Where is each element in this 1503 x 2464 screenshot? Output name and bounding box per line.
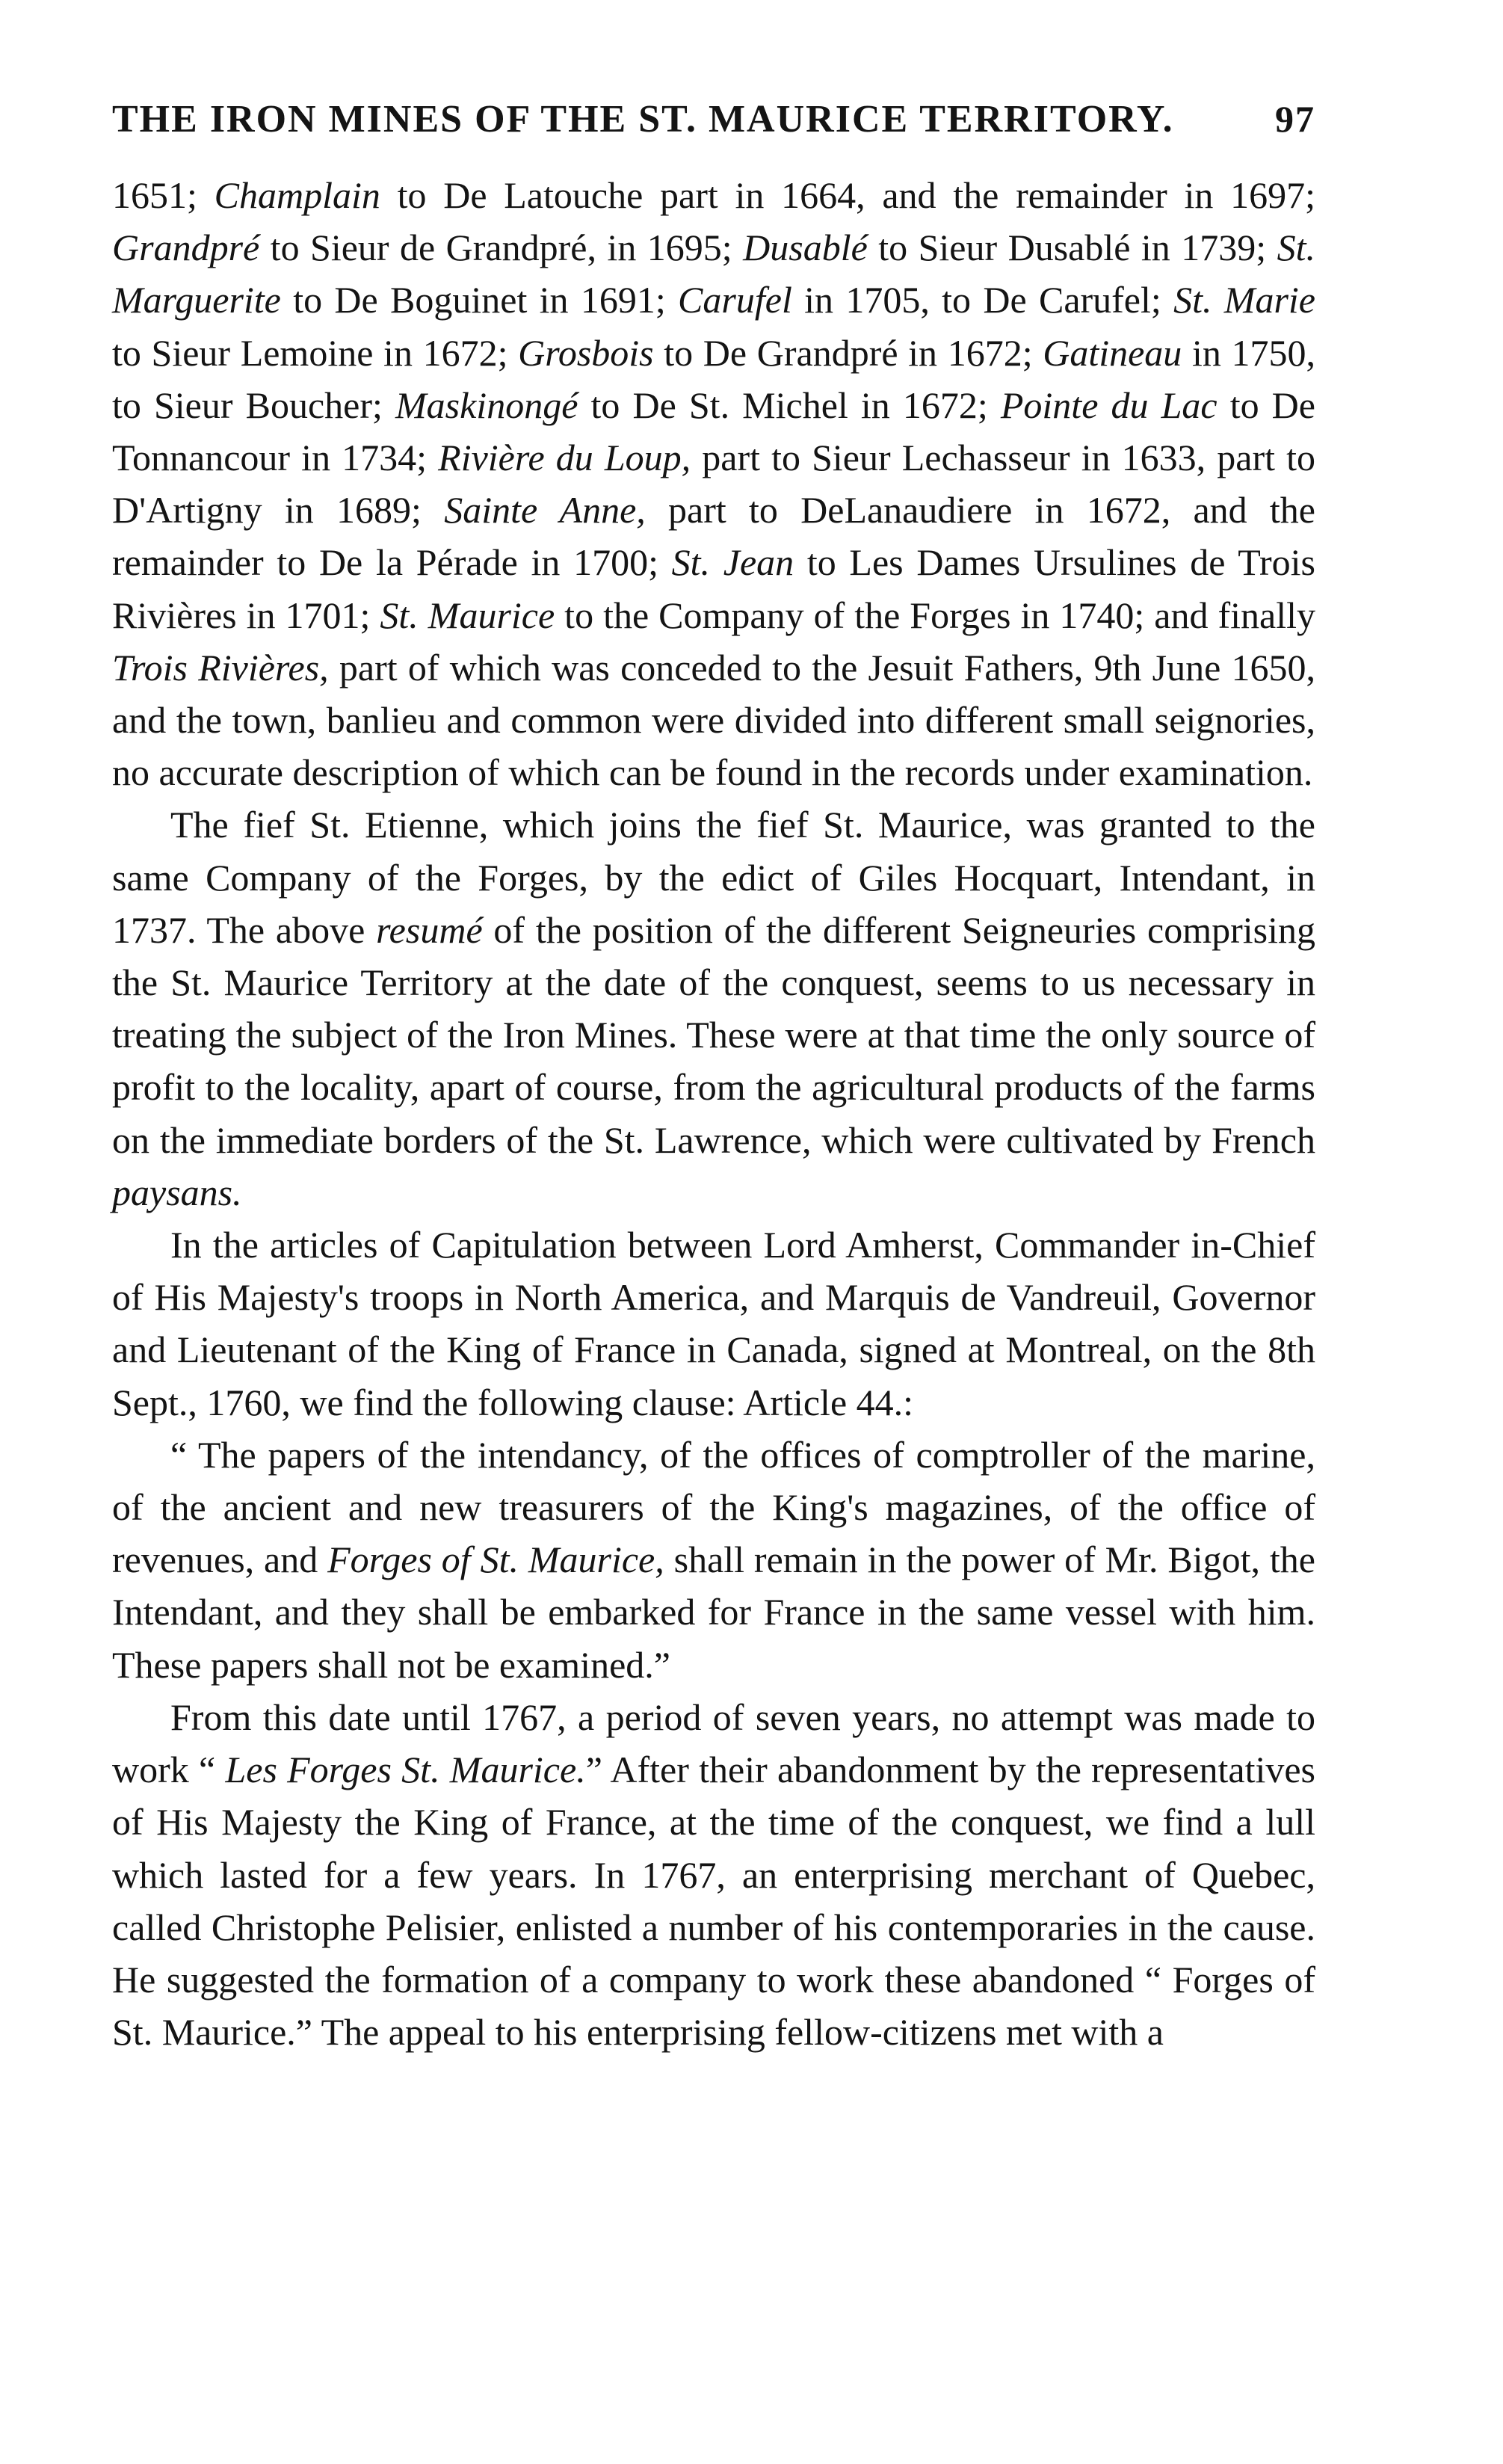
paragraph-2: [112, 798, 1315, 1219]
italic-run: Pointe du Lac: [1000, 384, 1217, 426]
italic-run: Dusablé: [743, 227, 868, 269]
italic-run: Gatineau: [1043, 331, 1182, 374]
text-run: in 1750, to Sieur Boucher;: [112, 331, 1315, 426]
italic-run: Rivière du Loup,: [438, 437, 691, 479]
paragraph-4: [112, 1691, 1315, 2058]
paragraph-1: [112, 169, 1315, 798]
italic-run: resumé: [376, 908, 483, 951]
text-run: to Sieur Dusablé in 1739;: [867, 227, 1277, 269]
text-run: part of which was conceded to the Jesuit Fathers, 9th June 1650, and the town, banlieu and common were divided into different small seignories, no accurate description of which can be found in the records under examination.: [112, 646, 1315, 794]
body-text: [112, 169, 1315, 2058]
text-run: In the articles of Capitulation between Lord Amherst, Commander in-Chief of His Majesty's troops in North America, and Marquis de Vandreuil, Governor and Lieutenant of the King of France in Canada, signed at Montreal, on the 8th Sept., 1760, we find the following clause: Article 44.:: [112, 1224, 1315, 1423]
text-run: From this date until 1767, a period of seven years, no attempt was made to work “: [112, 1695, 1315, 1791]
text-run: to Sieur Lemoine in 1672;: [112, 331, 519, 374]
italic-run: Grandpré: [112, 227, 260, 269]
text-run: in 1705, to De Carufel;: [791, 279, 1174, 321]
text-run: to Sieur de Grandpré, in 1695;: [259, 227, 744, 269]
italic-run: St. Jean: [671, 541, 794, 584]
italic-run: Les Forges St. Maurice.: [225, 1749, 586, 1791]
text-run: “ The papers of the intendancy, of the offices of comptroller of the marine, of the ancient and new treasurers of the King's magazines, of the office of revenues, and: [112, 1433, 1315, 1581]
italic-run: Sainte Anne,: [444, 489, 646, 532]
italic-run: St. Marguerite: [112, 227, 1316, 321]
text-run: The fief St. Etienne, which joins the fief St. Maurice, was granted to the same Company of the Forges, by the edict of Giles Hocquart, Intendant, in 1737. The above: [112, 804, 1315, 951]
text-run: to De Latouche part in 1664, and the remainder in 1697;: [380, 174, 1315, 216]
paragraph-3: [112, 1219, 1315, 1429]
text-run: of the position of the different Seigneuries comprising the St. Maurice Territory at the date of the conquest, seems to us necessary in treating the subject of the Iron Mines. These were at that time the only source of profit to the locality, apart of course, from the agricultural products of the farms on the immediate borders of the St. Lawrence, which were cultivated by French: [112, 908, 1315, 1161]
text-run: 1651;: [112, 174, 215, 216]
italic-run: Maskinongé: [395, 384, 578, 426]
text-run: to De Boguinet in 1691;: [280, 279, 679, 321]
running-head: [112, 97, 1315, 150]
text-run: to the Company of the Forges in 1740; and finally: [555, 594, 1315, 636]
page-number: 97: [1275, 98, 1315, 140]
block-quote: [112, 1429, 1315, 1691]
text-run: to De Tonnancour in 1734;: [112, 384, 1315, 479]
italic-run: paysans.: [112, 1171, 242, 1213]
text-run: part to Sieur Lechasseur in 1633, part to D'Artigny in 1689;: [112, 437, 1315, 532]
italic-run: St. Marie: [1173, 279, 1315, 321]
text-run: to Les Dames Ursulines de Trois Rivières in 1701;: [112, 541, 1315, 636]
text-run: part to DeLanaudiere in 1672, and the remainder to De la Pérade in 1700;: [112, 489, 1315, 584]
italic-run: Champlain: [214, 174, 380, 216]
book-page: [112, 97, 1315, 2058]
italic-run: Trois Rivières,: [112, 646, 329, 689]
running-title: THE IRON MINES OF THE ST. MAURICE TERRITORY.: [112, 98, 1174, 141]
text-run: to De Grandpré in 1672;: [653, 331, 1043, 374]
text-run: to De St. Michel in 1672;: [578, 384, 1001, 426]
italic-run: St. Maurice: [380, 594, 555, 636]
text-run: shall remain in the power of Mr. Bigot, the Intendant, and they shall be embarked for France in the same vessel with him. These papers shall not be examined.”: [112, 1539, 1315, 1686]
italic-run: Carufel: [678, 279, 792, 321]
text-run: ” After their abandonment by the representatives of His Majesty the King of France, at the time of the conquest, we find a lull which lasted for a few years. In 1767, an enterprising merchant of Quebec, called Christophe Pelisier, enlisted a number of his contemporaries in the cause. He suggested the formation of a company to work these abandoned “ Forges of St. Maurice.” The appeal to his enterprising fellow-citizens met with a: [112, 1749, 1316, 2054]
italic-run: Forges of St. Maurice,: [327, 1539, 664, 1581]
italic-run: Grosbois: [518, 331, 654, 374]
